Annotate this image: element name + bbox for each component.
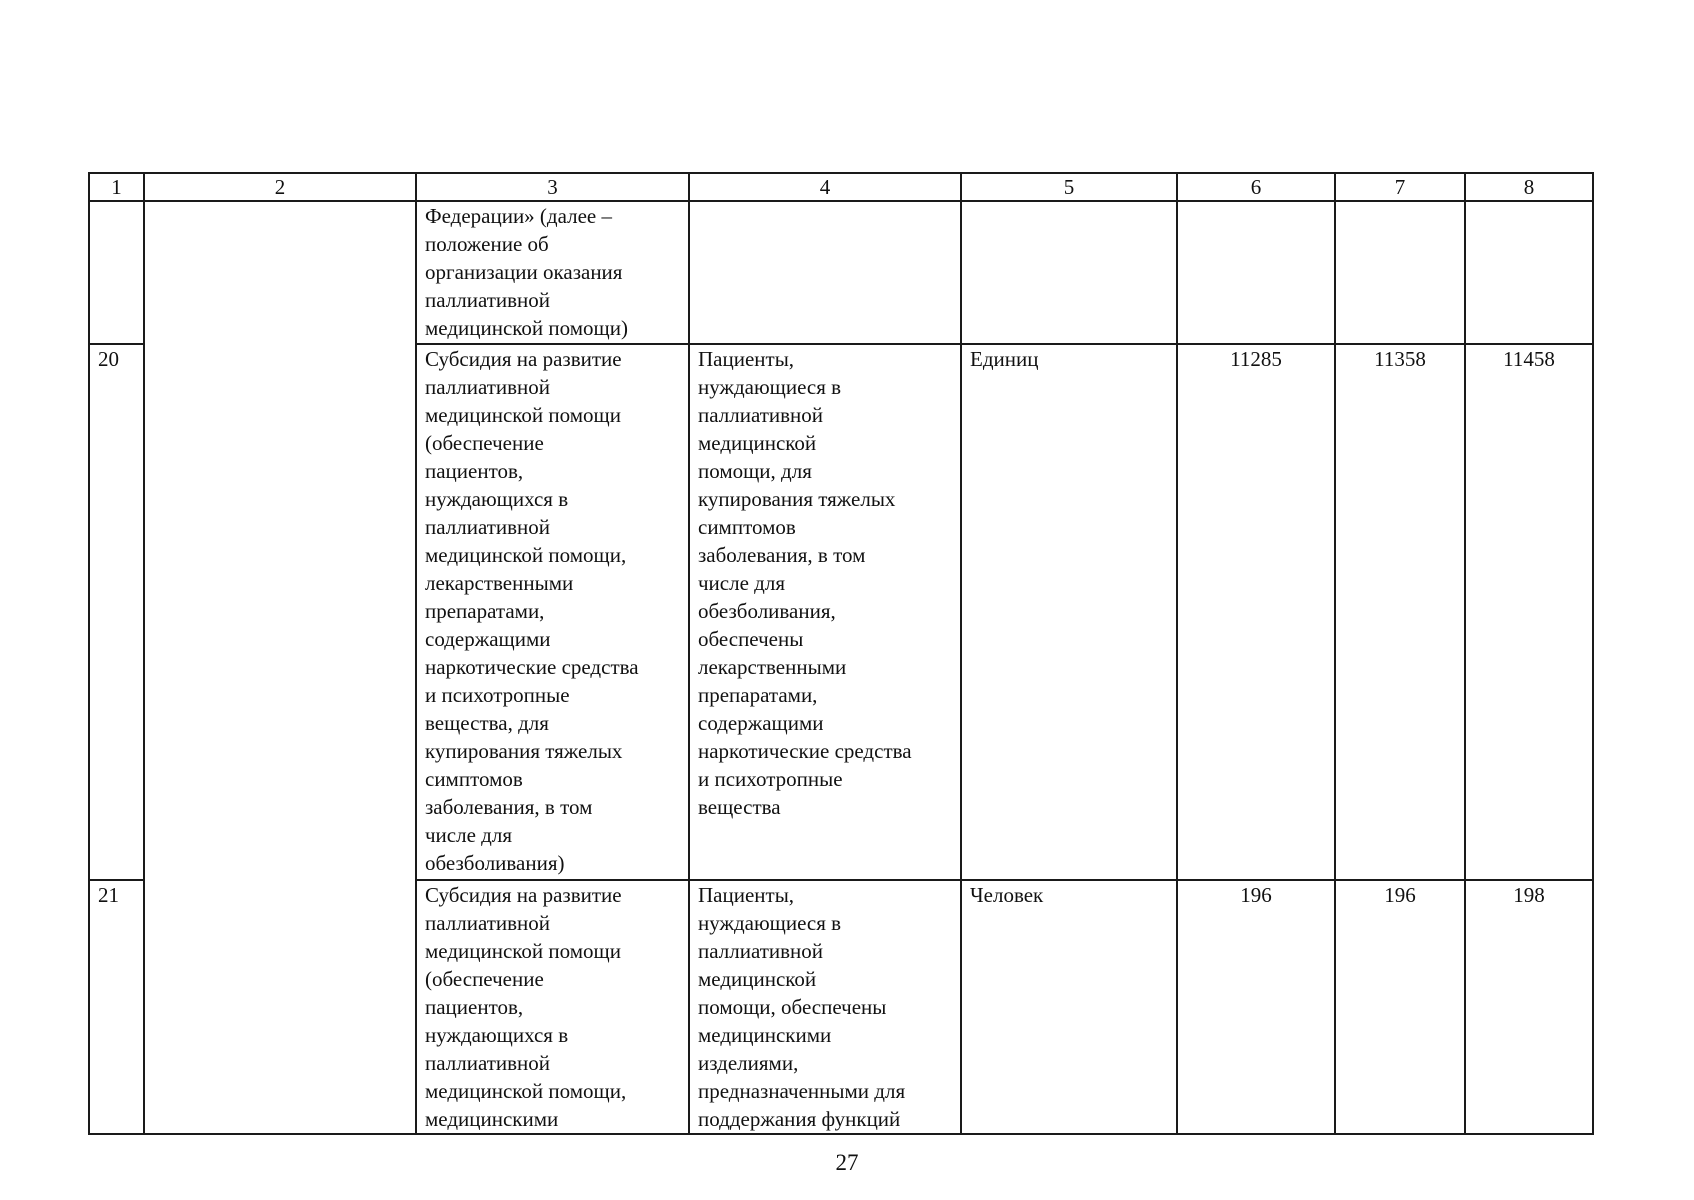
value-col8: 198 bbox=[1465, 880, 1593, 1134]
value-col8: 11458 bbox=[1465, 344, 1593, 880]
column-header: 8 bbox=[1465, 173, 1593, 201]
value-col6: 11285 bbox=[1177, 344, 1335, 880]
value-col7 bbox=[1335, 201, 1465, 344]
merged-cell-col2 bbox=[144, 201, 416, 1134]
column-header: 3 bbox=[416, 173, 689, 201]
activity-description: Федерации» (далее – положение об организации оказания паллиативной медицинской помощи) bbox=[416, 201, 689, 344]
column-header: 1 bbox=[89, 173, 144, 201]
value-col6 bbox=[1177, 201, 1335, 344]
table-header-row bbox=[89, 173, 1593, 201]
activity-description: Субсидия на развитие паллиативной медицинской помощи (обеспечение пациентов, нуждающихся в паллиативной медицинской помощи, медицинскими bbox=[416, 880, 689, 1134]
row-number: 21 bbox=[89, 880, 144, 1134]
value-col8 bbox=[1465, 201, 1593, 344]
indicator-description bbox=[689, 201, 961, 344]
unit-of-measure: Человек bbox=[961, 880, 1177, 1134]
column-header: 2 bbox=[144, 173, 416, 201]
page-number: 27 bbox=[835, 1150, 859, 1175]
data-table bbox=[88, 172, 1594, 1135]
row-number: 20 bbox=[89, 344, 144, 880]
indicator-description: Пациенты, нуждающиеся в паллиативной медицинской помощи, для купирования тяжелых симптомов заболевания, в том числе для обезболивания, обеспечены лекарственными препаратами, содержащими наркотические средства и психотропные вещества bbox=[689, 344, 961, 880]
table-row bbox=[89, 201, 1593, 344]
indicator-description: Пациенты, нуждающиеся в паллиативной медицинской помощи, обеспечены медицинскими изделиями, предназначенными для поддержания функций bbox=[689, 880, 961, 1134]
activity-description: Субсидия на развитие паллиативной медицинской помощи (обеспечение пациентов, нуждающихся в паллиативной медицинской помощи, лекарственными препаратами, содержащими наркотические средства и психотропные вещества, для купирования тяжелых симптомов заболевания, в том числе для обезболивания) bbox=[416, 344, 689, 880]
value-col7: 11358 bbox=[1335, 344, 1465, 880]
column-header: 5 bbox=[961, 173, 1177, 201]
column-header: 4 bbox=[689, 173, 961, 201]
row-number bbox=[89, 201, 144, 344]
column-header: 7 bbox=[1335, 173, 1465, 201]
value-col6: 196 bbox=[1177, 880, 1335, 1134]
column-header: 6 bbox=[1177, 173, 1335, 201]
value-col7: 196 bbox=[1335, 880, 1465, 1134]
unit-of-measure bbox=[961, 201, 1177, 344]
unit-of-measure: Единиц bbox=[961, 344, 1177, 880]
